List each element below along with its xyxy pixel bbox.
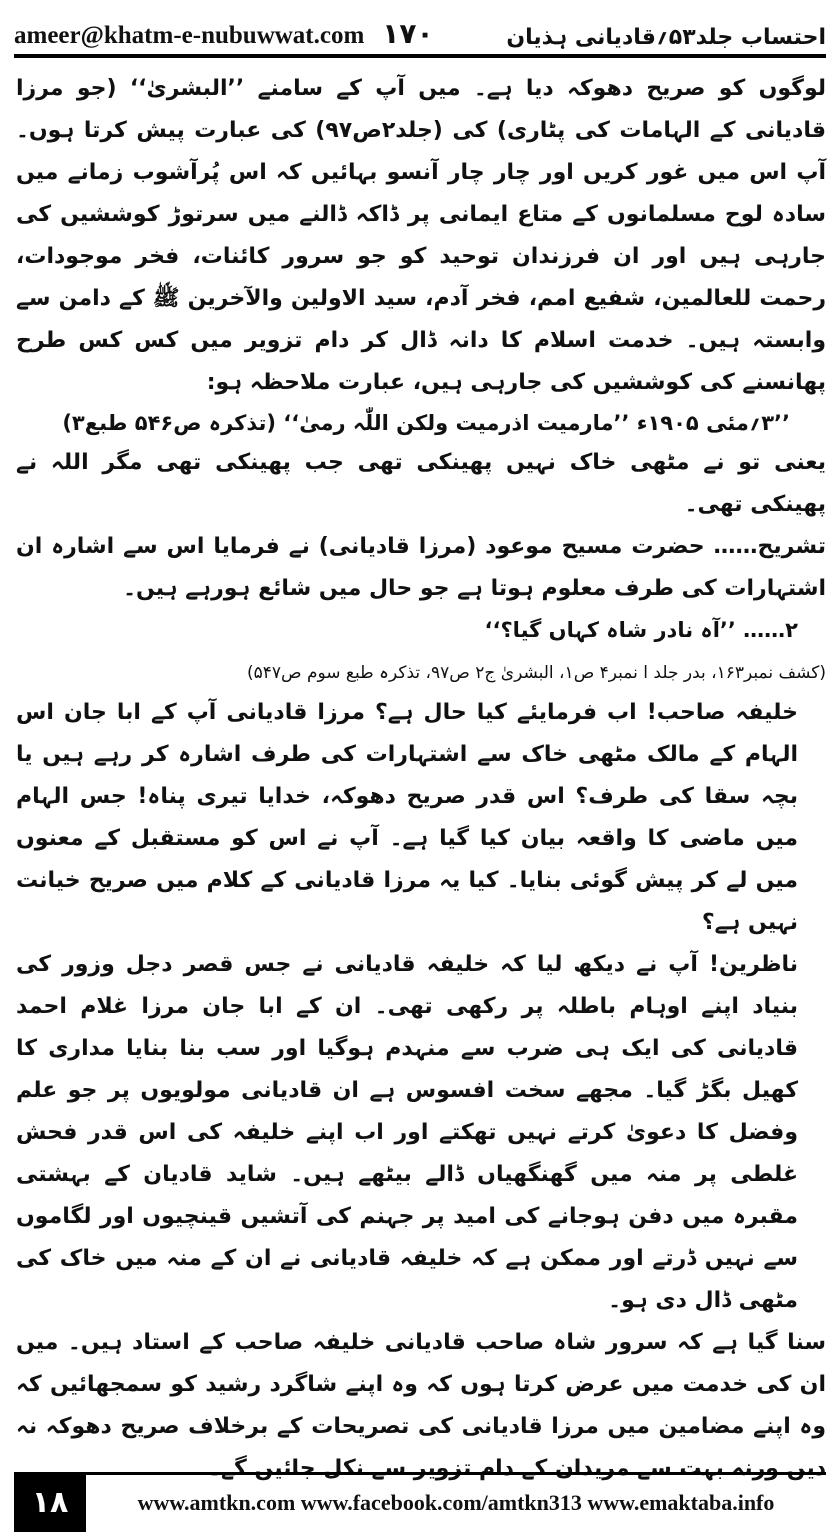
header-page-number: ۱۷۰ — [382, 17, 434, 50]
footer-page-number: ۱۸ — [14, 1474, 86, 1532]
quote-1: ’’۳؍مئی ۱۹۰۵ء ’’مارمیت اذرمیت ولکن اللّٰہ رمیٰ‘‘ (تذکرہ ص۵۴۶ طبع۳) — [62, 411, 790, 435]
tashreeh-paragraph: تشریح…… حضرت مسیح موعود (مرزا قادیانی) نے فرمایا اس سے اشارہ ان اشتہارات کی طرف معلوم ہوتا ہے جو حال میں شائع ہورہے ہیں۔ — [16, 534, 826, 601]
header-title: احتساب جلد۵۳؍قادیانی ہذیان — [506, 25, 826, 50]
sarwar-paragraph: سنا گیا ہے کہ سرور شاہ صاحب قادیانی خلیفہ صاحب کے استاد ہیں۔ میں ان کی خدمت میں عرض کرتا ہوں کہ وہ اپنے شاگرد رشید کو سمجھائیں کہ وہ اپنے مضامین میں مرزا قادیانی کی تصریحات کے برخلاف صریح دھوکہ نہ دیں ورنہ بہت سے مریدان کے دام تزویر سے نکل جائیں گے۔ — [16, 1330, 826, 1481]
page-footer — [14, 1472, 826, 1530]
quote-1-translation: یعنی تو نے مٹھی خاک نہیں پھینکی تھی جب پھینکی تھی مگر اللہ نے پھینکی تھی۔ — [16, 450, 826, 517]
header-left-group — [14, 17, 434, 50]
reference-line: (کشف نمبر۱۶۳، بدر جلد ا نمبر۴ ص۱، البشریٰ ج۲ ص۹۷، تذکرہ طبع سوم ص۵۴۷) — [246, 663, 826, 683]
khalifa-paragraph: خلیفہ صاحب! اب فرمایئے کیا حال ہے؟ مرزا قادیانی آپ کے ابا جان اس الہام کے مالک مٹھی خاک سے اشتہارات کی طرف اشارہ کر رہے ہیں یا بچہ سقا کی طرف؟ اس قدر صریح دھوکہ، خدایا تیری پناہ! جس الہام میں ماضی کا واقعہ بیان کیا گیا ہے۔ آپ نے اس کو مستقبل کے معنوں میں لے کر پیش گوئی بنایا۔ کیا یہ مرزا قادیانی کے کلام میں صریح خیانت نہیں ہے؟ — [16, 700, 798, 935]
footer-links: www.amtkn.com www.facebook.com/amtkn313 www.emaktaba.info — [137, 1489, 775, 1515]
item-2: ۲…… ’’آہ نادر شاہ کہاں گیا؟‘‘ — [484, 618, 798, 642]
page-body — [16, 68, 826, 1490]
intro-paragraph: لوگوں کو صریح دھوکہ دیا ہے۔ میں آپ کے سامنے ’’البشریٰ‘‘ (جو مرزا قادیانی کے الہامات کی پٹاری) کی (جلد۲ص۹۷) کی عبارت پیش کرتا ہوں۔ آپ اس میں غور کریں اور چار چار آنسو بہائیں کہ اس پُرآشوب زمانے میں سادہ لوح مسلمانوں کے متاع ایمانی پر ڈاکہ ڈالنے میں سرتوڑ کوششیں کی جارہی ہیں اور ان فرزندان توحید کو جو سرور کائنات، فخر موجودات، رحمت للعالمین، شفیع امم، فخر آدم، سید الاولین والآخرین ﷺ کے دامن سے وابستہ ہیں۔ خدمت اسلام کا دانہ ڈال کر دام تزویر میں کس کس طرح پھانسنے کی کوششیں کی جارہی ہیں، عبارت ملاحظہ ہو: — [16, 76, 826, 395]
nazreen-paragraph: ناظرین! آپ نے دیکھ لیا کہ خلیفہ قادیانی نے جس قصر دجل وزور کی بنیاد اپنے اوہام باطلہ پر رکھی تھی۔ ان کے ابا جان مرزا غلام احمد قادیانی کی ایک ہی ضرب سے منہدم ہوگیا اور سب بنا بنایا مداری کا کھیل بگڑ گیا۔ مجھے سخت افسوس ہے ان قادیانی مولویوں پر جو علم وفضل کا دعویٰ کرتے نہیں تھکتے اور اب اپنے خلیفہ کی اس قدر فحش غلطی پر منہ میں گھنگھیاں ڈالے بیٹھے ہیں۔ شاید قادیان کے بہشتی مقبرہ میں دفن ہوجانے کی امید پر جہنم کی آتشیں قینچیوں اور لگاموں سے نہیں ڈرتے اور ممکن ہے کہ خلیفہ قادیانی نے ان کے منہ میں خاک کی مٹھی ڈال دی ہو۔ — [16, 952, 798, 1313]
page-header — [14, 8, 826, 58]
header-email: ameer@khatm-e-nubuwwat.com — [14, 22, 365, 49]
